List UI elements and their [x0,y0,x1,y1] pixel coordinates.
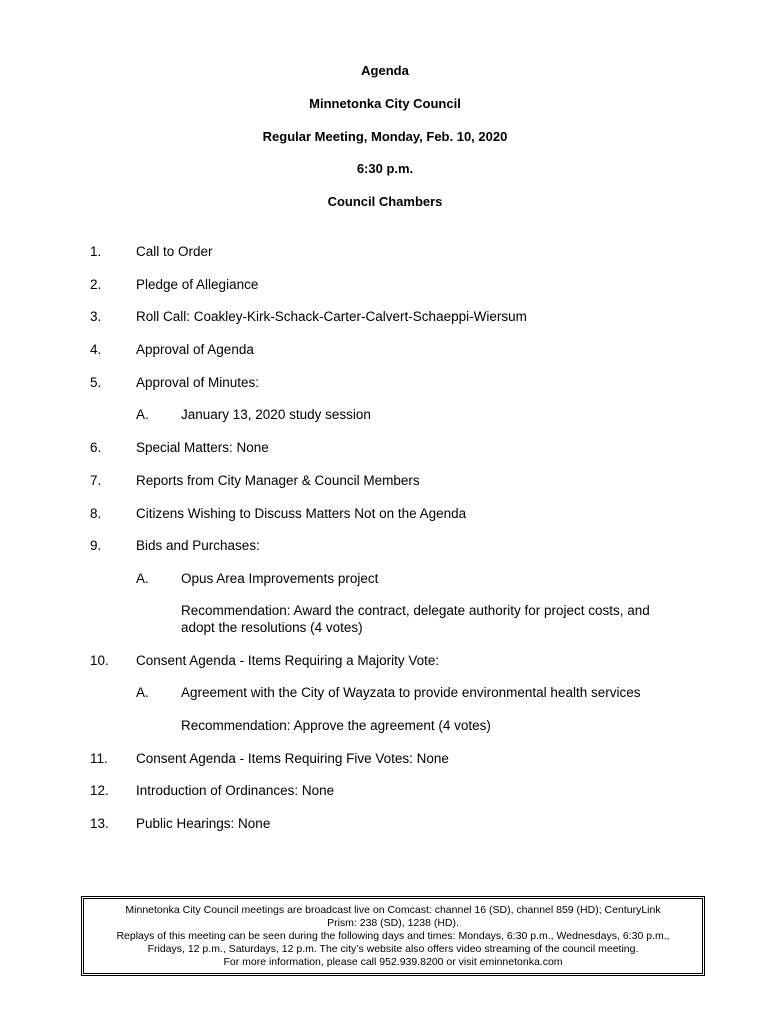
recommendation: Recommendation: Approve the agreement (4 votes) [181,718,491,733]
sub-item-letter: A. [136,571,149,586]
agenda-item: Approval of Agenda [136,342,254,357]
council-name: Minnetonka City Council [309,96,461,111]
sub-item: Agreement with the City of Wayzata to provide environmental health services [181,685,641,700]
agenda-item: Citizens Wishing to Discuss Matters Not on the Agenda [136,506,467,521]
recommendation: Recommendation: Award the contract, delegate authority for project costs, and adopt the resolutions (4 votes) [181,603,650,635]
agenda-item: Consent Agenda - Items Requiring a Majority Vote: [136,653,440,668]
sub-item: January 13, 2020 study session [181,407,371,422]
item-number: 2. [90,277,102,292]
agenda-item: Special Matters: None [136,440,269,455]
item-number: 4. [90,342,102,357]
broadcast-info-box [81,896,705,976]
item-number: 1. [90,244,102,259]
footer-line: Replays of this meeting can be seen during the following days and times: Mondays, 6:30 p.m., Wednesdays, 6:30 p.m., [116,929,670,942]
sub-item-letter: A. [136,407,149,422]
agenda-item: Roll Call: Coakley-Kirk-Schack-Carter-Calvert-Schaeppi-Wiersum [136,309,527,324]
item-number: 8. [90,506,102,521]
item-number: 5. [90,375,102,390]
item-number: 11. [90,751,108,766]
meeting-location: Council Chambers [327,194,443,209]
footer-line: Minnetonka City Council meetings are broadcast live on Comcast: channel 16 (SD), channel 859 (HD); CenturyLink [125,903,661,916]
footer-line: Fridays, 12 p.m., Saturdays, 12 p.m. The city’s website also offers video streaming of the council meeting. [147,942,639,955]
agenda-item: Pledge of Allegiance [136,277,259,292]
item-number: 13. [90,816,109,831]
meeting-date: Regular Meeting, Monday, Feb. 10, 2020 [262,129,508,144]
sub-item: Opus Area Improvements project [181,571,379,586]
agenda-item: Introduction of Ordinances: None [136,783,335,798]
item-number: 6. [90,440,102,455]
item-number: 10. [90,653,109,668]
agenda-item: Bids and Purchases: [136,538,260,553]
item-number: 7. [90,473,102,488]
item-number: 9. [90,538,102,553]
sub-item-letter: A. [136,685,149,700]
agenda-item: Reports from City Manager & Council Members [136,473,420,488]
agenda-item: Public Hearings: None [136,816,271,831]
agenda-item: Approval of Minutes: [136,375,260,390]
item-number: 12. [90,783,109,798]
meeting-time: 6:30 p.m. [356,161,414,176]
footer-line: For more information, please call 952.939.8200 or visit eminnetonka.com [223,955,563,968]
agenda-item: Call to Order [136,244,213,259]
item-number: 3. [90,309,102,324]
footer-line: Prism: 238 (SD), 1238 (HD). [327,916,459,929]
agenda-item: Consent Agenda - Items Requiring Five Votes: None [136,751,449,766]
agenda-title: Agenda [361,63,409,78]
